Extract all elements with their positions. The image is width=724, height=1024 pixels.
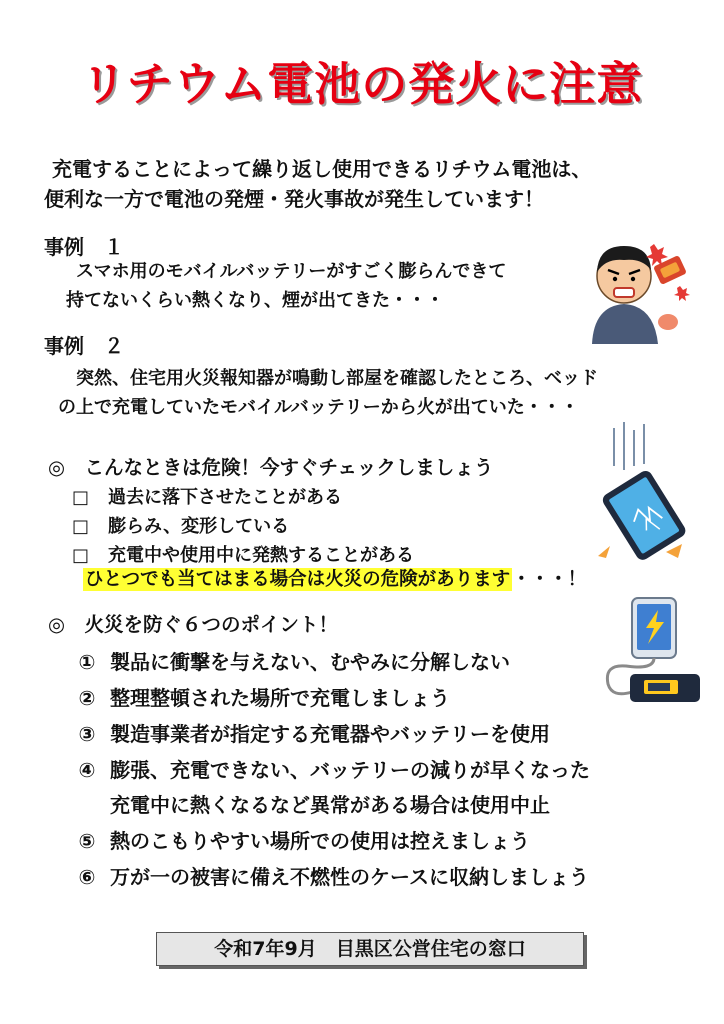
intro-text [44,154,591,214]
danger-warning [83,565,586,591]
case-1-line-1: スマホ用のモバイルバッテリーがすごく膨らんできて [76,261,507,282]
checklist-item-text: 充電中や使用中に発熱することがある [108,545,414,566]
point-number: ③ [78,722,96,746]
case-1-heading: 事例 １ [44,235,124,259]
point-number: ⑤ [78,829,96,853]
case-1-line-2: 持てないくらい熱くなり、煙が出てきた・・・ [66,290,444,311]
intro-line-2: 便利な一方で電池の発煙・発火事故が発生しています！ [44,187,544,211]
point-text: 膨張、充電できない、バッテリーの減りが早くなった [110,758,590,782]
point-number: ② [78,686,96,710]
phone-charging-battery-illustration [596,594,706,706]
case-2-line-1: 突然、住宅用火災報知器が鳴動し部屋を確認したところ、ベッド [76,368,598,389]
point-item [64,825,530,854]
point-text: 整理整頓された場所で充電しましょう [110,686,450,710]
checklist-item [72,483,342,509]
point-number: ① [78,650,96,674]
intro-line-1: 充電することによって繰り返し使用できるリチウム電池は、 [52,157,592,181]
footer-issuer: 令和7年9月 目黒区公営住宅の窓口 [156,932,584,966]
point-text: 熱のこもりやすい場所での使用は控えましょう [110,829,530,853]
point-item [64,646,510,675]
checklist-item-text: 過去に落下させたことがある [108,487,342,508]
point-item-continuation [64,789,550,818]
point-text: 製造事業者が指定する充電器やバッテリーを使用 [110,722,550,746]
point-number: ⑥ [78,865,96,889]
point-text: 充電中に熱くなるなど異常がある場合は使用中止 [110,793,550,817]
point-number: ④ [78,758,96,782]
checkbox-icon: □ [72,487,90,508]
point-item [64,861,589,890]
warning-tail: ・・・！ [512,569,587,590]
checkbox-icon: □ [72,516,90,537]
warning-highlight: ひとつでも当てはまる場合は火災の危険があります [85,569,511,590]
checklist-heading: ◎ こんなときは危険！今すぐチェックしましょう [48,456,494,479]
page-title: リチウム電池の発火に注意 [80,57,644,111]
case-2-heading: 事例 ２ [44,334,124,358]
case-2-line-2: の上で充電していたモバイルバッテリーから火が出ていた・・・ [58,397,579,418]
points-heading: ◎ 火災を防ぐ６つのポイント！ [48,613,339,636]
point-text: 万が一の被害に備え不燃性のケースに収納しましょう [110,865,589,889]
point-item [64,718,550,747]
checkbox-icon: □ [72,545,90,566]
dropped-cracked-phone-illustration [592,420,692,560]
checklist-item-text: 膨らみ、変形している [108,516,290,537]
point-item [64,682,450,711]
angry-person-hot-battery-illustration [584,226,694,346]
point-item [64,754,590,783]
checklist-item [72,512,289,538]
point-text: 製品に衝撃を与えない、むやみに分解しない [110,650,510,674]
checklist-item [72,541,414,567]
